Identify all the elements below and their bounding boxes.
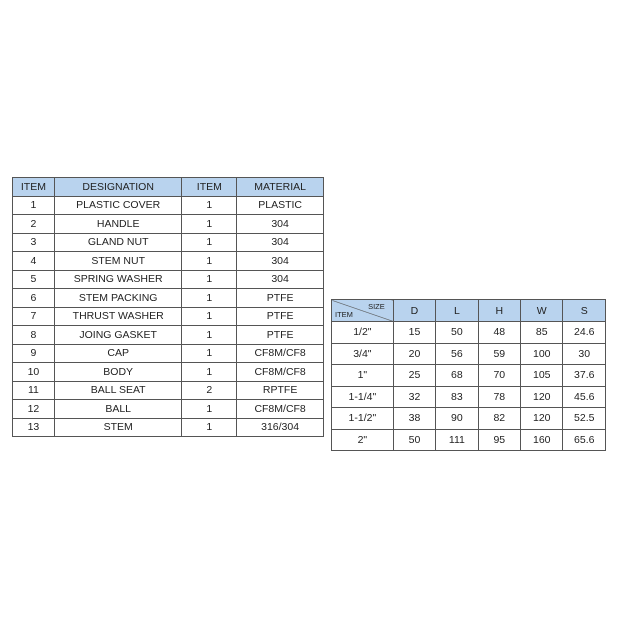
parts-quantity-cell: 1 — [182, 344, 237, 363]
size-w-cell: 120 — [521, 408, 563, 430]
size-h-cell: 82 — [478, 408, 520, 430]
parts-header-designation: DESIGNATION — [54, 178, 182, 197]
parts-quantity-cell: 1 — [182, 400, 237, 419]
size-table — [331, 299, 606, 451]
size-h-cell: 95 — [478, 429, 520, 451]
size-w-cell: 100 — [521, 343, 563, 365]
size-d-cell: 38 — [393, 408, 435, 430]
parts-item-cell: 4 — [13, 252, 55, 271]
parts-material-cell: PTFE — [237, 307, 324, 326]
size-h-cell: 48 — [478, 322, 520, 344]
parts-designation-cell: JOING GASKET — [54, 326, 182, 345]
size-header-d: D — [393, 300, 435, 322]
parts-row — [13, 381, 324, 400]
parts-item-cell: 5 — [13, 270, 55, 289]
parts-item-cell: 2 — [13, 215, 55, 234]
size-item-cell: 1-1/2" — [332, 408, 394, 430]
size-item-cell: 1" — [332, 365, 394, 387]
corner-item-label: ITEM — [335, 310, 353, 319]
parts-material-cell: 304 — [237, 252, 324, 271]
parts-designation-cell: SPRING WASHER — [54, 270, 182, 289]
size-header-row — [332, 300, 606, 322]
size-l-cell: 56 — [436, 343, 478, 365]
size-item-cell: 2" — [332, 429, 394, 451]
parts-table — [12, 177, 324, 437]
size-item-cell: 3/4" — [332, 343, 394, 365]
parts-designation-cell: STEM — [54, 418, 182, 437]
parts-quantity-cell: 1 — [182, 233, 237, 252]
size-d-cell: 15 — [393, 322, 435, 344]
size-l-cell: 50 — [436, 322, 478, 344]
parts-item-cell: 12 — [13, 400, 55, 419]
size-l-cell: 111 — [436, 429, 478, 451]
parts-designation-cell: STEM NUT — [54, 252, 182, 271]
size-body — [332, 322, 606, 451]
size-s-cell: 45.6 — [563, 386, 606, 408]
parts-row — [13, 270, 324, 289]
parts-designation-cell: BALL SEAT — [54, 381, 182, 400]
size-s-cell: 65.6 — [563, 429, 606, 451]
parts-row — [13, 196, 324, 215]
size-w-cell: 120 — [521, 386, 563, 408]
parts-material-cell: CF8M/CF8 — [237, 344, 324, 363]
parts-designation-cell: GLAND NUT — [54, 233, 182, 252]
parts-item-cell: 3 — [13, 233, 55, 252]
parts-quantity-cell: 1 — [182, 363, 237, 382]
parts-material-cell: 304 — [237, 215, 324, 234]
parts-item-cell: 1 — [13, 196, 55, 215]
size-row — [332, 322, 606, 344]
parts-material-cell: PLASTIC — [237, 196, 324, 215]
size-h-cell: 70 — [478, 365, 520, 387]
parts-row — [13, 252, 324, 271]
parts-quantity-cell: 1 — [182, 307, 237, 326]
size-s-cell: 37.6 — [563, 365, 606, 387]
parts-material-cell: 316/304 — [237, 418, 324, 437]
parts-quantity-cell: 1 — [182, 270, 237, 289]
size-l-cell: 68 — [436, 365, 478, 387]
size-row — [332, 365, 606, 387]
parts-material-cell: CF8M/CF8 — [237, 400, 324, 419]
size-w-cell: 160 — [521, 429, 563, 451]
parts-designation-cell: HANDLE — [54, 215, 182, 234]
parts-designation-cell: THRUST WASHER — [54, 307, 182, 326]
parts-item-cell: 11 — [13, 381, 55, 400]
size-s-cell: 52.5 — [563, 408, 606, 430]
parts-body — [13, 196, 324, 437]
size-l-cell: 83 — [436, 386, 478, 408]
parts-row — [13, 307, 324, 326]
size-d-cell: 32 — [393, 386, 435, 408]
parts-item-cell: 8 — [13, 326, 55, 345]
size-row — [332, 429, 606, 451]
size-row — [332, 343, 606, 365]
parts-item-cell: 7 — [13, 307, 55, 326]
size-s-cell: 24.6 — [563, 322, 606, 344]
parts-material-cell: PTFE — [237, 289, 324, 308]
parts-designation-cell: BODY — [54, 363, 182, 382]
size-d-cell: 50 — [393, 429, 435, 451]
parts-item-cell: 6 — [13, 289, 55, 308]
parts-quantity-cell: 1 — [182, 215, 237, 234]
parts-header-quantity: ITEM — [182, 178, 237, 197]
parts-row — [13, 326, 324, 345]
parts-designation-cell: BALL — [54, 400, 182, 419]
size-w-cell: 105 — [521, 365, 563, 387]
parts-item-cell: 9 — [13, 344, 55, 363]
size-w-cell: 85 — [521, 322, 563, 344]
parts-quantity-cell: 2 — [182, 381, 237, 400]
size-d-cell: 25 — [393, 365, 435, 387]
size-header-h: H — [478, 300, 520, 322]
parts-material-cell: PTFE — [237, 326, 324, 345]
parts-row — [13, 215, 324, 234]
parts-header-row — [13, 178, 324, 197]
parts-row — [13, 289, 324, 308]
parts-quantity-cell: 1 — [182, 252, 237, 271]
size-d-cell: 20 — [393, 343, 435, 365]
parts-row — [13, 400, 324, 419]
parts-row — [13, 344, 324, 363]
size-h-cell: 59 — [478, 343, 520, 365]
parts-row — [13, 418, 324, 437]
parts-quantity-cell: 1 — [182, 196, 237, 215]
parts-material-cell: CF8M/CF8 — [237, 363, 324, 382]
parts-item-cell: 13 — [13, 418, 55, 437]
parts-material-cell: RPTFE — [237, 381, 324, 400]
size-s-cell: 30 — [563, 343, 606, 365]
size-row — [332, 386, 606, 408]
parts-quantity-cell: 1 — [182, 289, 237, 308]
parts-designation-cell: PLASTIC COVER — [54, 196, 182, 215]
size-row — [332, 408, 606, 430]
parts-designation-cell: CAP — [54, 344, 182, 363]
size-l-cell: 90 — [436, 408, 478, 430]
size-item-cell: 1-1/4" — [332, 386, 394, 408]
parts-quantity-cell: 1 — [182, 326, 237, 345]
parts-header-material: MATERIAL — [237, 178, 324, 197]
parts-material-cell: 304 — [237, 270, 324, 289]
parts-header-item: ITEM — [13, 178, 55, 197]
size-header-w: W — [521, 300, 563, 322]
parts-row — [13, 363, 324, 382]
parts-designation-cell: STEM PACKING — [54, 289, 182, 308]
size-h-cell: 78 — [478, 386, 520, 408]
size-item-cell: 1/2" — [332, 322, 394, 344]
size-header-corner — [332, 300, 394, 322]
parts-material-cell: 304 — [237, 233, 324, 252]
size-header-l: L — [436, 300, 478, 322]
parts-row — [13, 233, 324, 252]
parts-item-cell: 10 — [13, 363, 55, 382]
corner-size-label: SIZE — [368, 302, 385, 311]
size-header-s: S — [563, 300, 606, 322]
parts-quantity-cell: 1 — [182, 418, 237, 437]
